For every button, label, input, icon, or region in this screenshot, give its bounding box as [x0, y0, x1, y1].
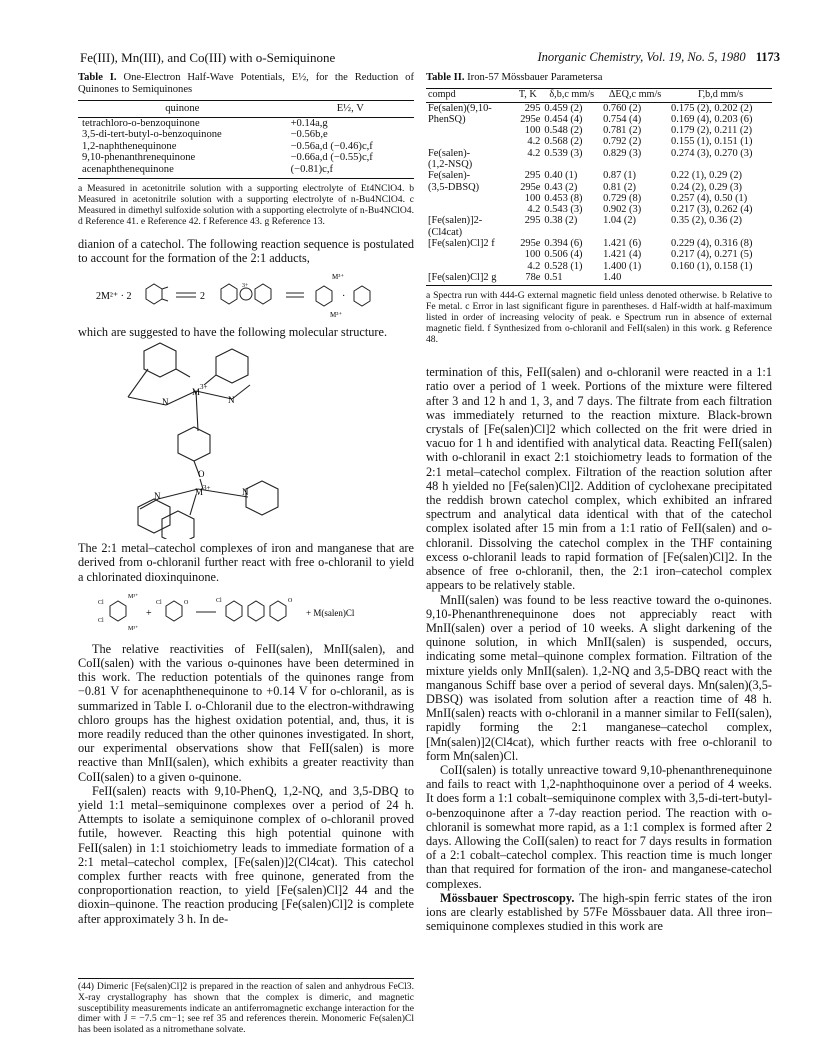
svg-text:M³⁺: M³⁺ [128, 625, 139, 632]
reaction-scheme-2 [96, 588, 396, 638]
quinone-cell: 3,5-di-tert-butyl-o-benzoquinone [82, 129, 222, 141]
table2-cell: 1.400 (1) [603, 260, 642, 272]
table1-label: Table I. [78, 72, 117, 83]
table2-cell: [Fe(salen)Cl]2 f [428, 238, 495, 250]
table2-cell: 0.829 (3) [603, 147, 642, 159]
table-row [426, 114, 772, 125]
table2-cell [669, 159, 772, 170]
svg-text:·: · [342, 290, 346, 302]
table-row [426, 159, 772, 170]
table-row [426, 215, 772, 226]
table2-cell [513, 159, 542, 170]
table2-cell: 0.729 (8) [603, 192, 642, 204]
table1-caption-text: One-Electron Half-Wave Potentials, E½, for the Reduction of Quinones to Semiquinones [78, 72, 414, 95]
table-row [426, 102, 772, 114]
table-row [426, 125, 772, 136]
svg-text:3+: 3+ [242, 282, 249, 289]
table2-cell [601, 159, 669, 170]
table2-header-cell: δ,b,c mm/s [542, 89, 601, 103]
svg-text:2: 2 [200, 290, 205, 302]
table2-cell: 295e [520, 238, 541, 250]
table2-cell: 0.175 (2), 0.202 (2) [671, 102, 753, 114]
table2-cell: 0.528 (1) [544, 260, 583, 272]
table1-caption [78, 72, 414, 96]
table2-cell: 0.394 (6) [544, 238, 583, 250]
table2-cell [542, 159, 601, 170]
table1-body [78, 117, 414, 178]
table2-cell: 0.506 (4) [544, 249, 583, 261]
svg-text:O: O [198, 469, 205, 480]
svg-text:M³⁺: M³⁺ [330, 310, 343, 319]
potential-cell: −0.66a,d (−0.55)c,f [290, 152, 373, 164]
table-row [426, 238, 772, 249]
table2-header-cell: compd [426, 89, 513, 103]
table2-cell: 0.781 (2) [603, 125, 642, 137]
running-header-journal [537, 50, 780, 65]
table-row [78, 129, 414, 141]
table2-cell [601, 227, 669, 238]
svg-text:O: O [288, 597, 293, 604]
svg-text:3+: 3+ [200, 383, 208, 392]
table2-cell: 4.2 [527, 260, 541, 272]
table2-header-cell: T, K [513, 89, 542, 103]
table-row [426, 148, 772, 159]
table2-cell: (Cl4cat) [428, 226, 463, 238]
table2-cell: 0.217 (4), 0.271 (5) [671, 249, 753, 261]
paragraph: which are suggested to have the following molecular structure. [78, 324, 388, 339]
page-number: 1173 [755, 50, 780, 64]
table1-header-quinone: quinone [78, 101, 287, 118]
table2-cell: 0.257 (4), 0.50 (1) [671, 192, 748, 204]
journal-citation: Inorganic Chemistry, Vol. 19, No. 5, 1980 [537, 50, 746, 64]
paragraph: CoII(salen) is totally unreactive toward 9,10-phenanthrenequinone and fails to react with 1,2-naphthoquinone over a period of 4 weeks. It does form a 1:1 cobalt–semiquinone complex with 3,5-di-tert-butyl-o-benzoquinone after a 7-day reaction period. The reaction with o-chloranil is somewhat more rapid, as a 1:1 complex is formed after 2 days. Allowing the CoII(salen) to react for 7 days results in formation of a 2:1 cobalt–catechol complex. This reaction time is much longer than that required for formation of the iron- and manganese-catechol complexes. [426, 762, 772, 891]
table2-cell: 0.22 (1), 0.29 (2) [671, 170, 743, 182]
svg-text:N: N [154, 491, 161, 502]
table2-label: Table II. [426, 72, 465, 83]
potential-cell: +0.14a,g [290, 117, 328, 129]
table2-cell: [Fe(salen)Cl]2 g [426, 272, 513, 286]
table2-caption [426, 72, 772, 84]
table2-cell [426, 261, 513, 272]
table2-cell: 0.87 (1) [603, 170, 636, 182]
svg-text:Cl: Cl [156, 599, 162, 606]
reaction-scheme-1 [96, 269, 396, 321]
table2-cell: (3,5-DBSQ) [428, 181, 480, 193]
table2-body [426, 102, 772, 286]
table2-cell [669, 272, 772, 286]
table2-cell: 0.160 (1), 0.158 (1) [671, 260, 753, 272]
footnote-rule [78, 978, 414, 979]
table2-cell: 0.568 (2) [544, 136, 583, 148]
table2-cell: 4.2 [527, 147, 541, 159]
table2-header-row [426, 89, 772, 103]
left-column [78, 72, 414, 926]
right-column [426, 72, 772, 933]
table1 [78, 100, 414, 179]
table2-cell [426, 125, 513, 136]
table2-cell: [Fe(salen)]2- [428, 215, 483, 227]
table2-cell: 0.548 (2) [544, 125, 583, 137]
paragraph: dianion of a catechol. The following reaction sequence is postulated to account for the formation of the 2:1 adducts, [78, 236, 414, 265]
svg-text:M: M [195, 487, 204, 498]
paragraph-text: The high-spin ferric states of the iron ions are clearly established by 57Fe Mössbauer data. All three iron–semiquinone complexes studied in this work are [426, 890, 772, 934]
quinone-cell: 1,2-naphthenequinone [82, 140, 177, 152]
table-row [426, 170, 772, 181]
table2-header-cell: Γ,b,d mm/s [669, 89, 772, 103]
table2-caption-text: Iron-57 Mössbauer Parametersa [467, 72, 603, 83]
svg-text:N: N [162, 397, 169, 408]
svg-text:+: + [146, 607, 152, 619]
table-row [426, 193, 772, 204]
table2-cell: 0.754 (4) [603, 113, 642, 125]
table2-cell: PhenSQ) [428, 113, 466, 125]
table-row [78, 141, 414, 153]
table2-cell: (1,2-NSQ) [428, 158, 473, 170]
table-row [426, 136, 772, 147]
table2-footnote: a Spectra run with 444-G external magnetic field unless denoted otherwise. b Relative to Fe metal. c Error in last significant figure in parentheses. d Half-width at half-maximum listed in order of increasing velocity of peak. e Spectrum run in absence of external magnetic field. f Synthesized from o-chloranil and FeII(salen) in this work. g Reference 48. [426, 290, 772, 346]
table-row [78, 152, 414, 164]
quinone-cell: tetrachloro-o-benzoquinone [82, 117, 200, 129]
table2-cell: 0.902 (3) [603, 204, 642, 216]
table2-cell: 0.459 (2) [544, 102, 583, 114]
svg-text:M: M [192, 387, 201, 398]
table2-cell: 0.454 (4) [544, 113, 583, 125]
table2-cell: 295e [520, 113, 541, 125]
table2-cell: 295e [520, 181, 541, 193]
table2-cell: Fe(salen)- [428, 170, 471, 182]
table2-cell: 1.40 [601, 272, 669, 286]
table2-cell: Fe(salen)- [428, 147, 471, 159]
table2-cell [426, 136, 513, 147]
table2-cell: 78e [513, 272, 542, 286]
table-row [426, 249, 772, 260]
table2-cell: 0.792 (2) [603, 136, 642, 148]
paragraph: FeII(salen) reacts with 9,10-PhenQ, 1,2-NQ, and 3,5-DBQ to yield 1:1 metal–semiquinone complexes over a period of 24 h. Attempts to isolate a semiquinone complex of o-chloranil proved futile, however. Reacting this high potential quinone with FeII(salen) in 1:1 stoichiometry leads to immediate formation of a 2:1 metal–catechol complex, [Fe(salen)]2(Cl4cat). This catechol complex further reacts with free quinone, generated from the conproportionation reaction, to yield [Fe(salen)Cl]2 44 and the dioxin–quinone. The reaction producing [Fe(salen)Cl]2 is complete after approximately 3 h. In de- [78, 783, 414, 926]
paragraph: The 2:1 metal–catechol complexes of iron and manganese that are derived from o-chloranil further react with free o-chloranil to yield a chlorinated dioxinquinone. [78, 541, 414, 584]
svg-text:Cl: Cl [98, 617, 104, 624]
paragraph: MnII(salen) was found to be less reactive toward the o-quinones. 9,10-Phenanthrenequinone does not appreciably react with MnII(salen) over a period of 10 weeks. A slight darkening of the quinone solution, in which MnII(salen) is suspended, occurs, indicating some metal–quinone complex formation. Filtration of the mixture yields only MnII(salen). 1,2-NQ and 3,5-DBQ react with the manganous Schiff base over a period of several days. Mn(salen)(3,5-DBSQ) was isolated from solution after a reaction time of 48 h. MnII(salen) reacts with o-chloranil in a manner similar to FeII(salen), rapidly forming the 2:1 manganese–catechol complex, [Mn(salen)]2(Cl4cat), which further reacts with free o-chloranil to form Mn(salen)Cl. [426, 592, 772, 763]
table2-cell: 100 [524, 125, 541, 137]
table-row [426, 204, 772, 215]
table2-header-cell: ΔEQ,c mm/s [601, 89, 669, 103]
dimer-structure-drawing [78, 339, 414, 539]
table2-cell: 0.24 (2), 0.29 (3) [671, 181, 743, 193]
running-header-title: Fe(III), Mn(III), and Co(III) with o-Semiquinone [80, 50, 336, 65]
table2-cell: 0.217 (3), 0.262 (4) [671, 204, 753, 216]
table2-cell [542, 227, 601, 238]
scheme2-product-label: + M(salen)Cl [306, 607, 355, 618]
potential-cell: (−0.81)c,f [287, 164, 414, 178]
table-row [426, 182, 772, 193]
section-heading: Mössbauer Spectroscopy. [440, 890, 575, 905]
table2-cell: 295 [524, 170, 541, 182]
table2-cell: 0.35 (2), 0.36 (2) [671, 215, 743, 227]
table-row [426, 261, 772, 272]
svg-text:Cl: Cl [216, 597, 222, 604]
svg-text:N: N [242, 487, 249, 498]
table2-cell [426, 193, 513, 204]
paragraph: The relative reactivities of FeII(salen), MnII(salen), and CoII(salen) with the various o-quinones have been determined in this work. The reduction potentials of the quinones range from −0.81 V for acenaphthenequinone to +0.14 V for o-chloranil, as is summarized in Table I. o-Chloranil due to the electron-withdrawing chloro groups has the highest oxidation potential, and, thus, it is more readily reduced than the other quinones investigated. In short, our experimental observations show that FeII(salen) is more reactive than MnII(salen), which exhibits a greater reactivity than CoII(salen) to a given o-quinone. [78, 641, 414, 784]
table2-cell: 295 [524, 215, 541, 227]
potential-cell: −0.56a,d (−0.46)c,f [290, 140, 373, 152]
table2-cell: 0.543 (3) [544, 204, 583, 216]
table2-cell: 0.51 [542, 272, 601, 286]
svg-text:2M²⁺ · 2: 2M²⁺ · 2 [96, 290, 132, 302]
quinone-cell: acenaphthenequinone [78, 164, 287, 178]
svg-text:M³⁺: M³⁺ [332, 272, 345, 281]
table2-cell [426, 204, 513, 215]
table2-cell: 4.2 [527, 204, 541, 216]
svg-text:3+: 3+ [203, 484, 211, 493]
quinone-cell: 9,10-phenanthrenequinone [82, 152, 196, 164]
table2-cell: 295 [524, 102, 541, 114]
table2-cell: 0.169 (4), 0.203 (6) [671, 113, 753, 125]
table2 [426, 88, 772, 286]
table2-cell: 4.2 [527, 136, 541, 148]
table2-cell: 0.38 (2) [544, 215, 578, 227]
table1-footnote: a Measured in acetonitrile solution with a supporting electrolyte of Et4NClO4. b Measured in acetonitrile solution with a supporting electrolyte of n-Bu4NClO4. c Measured in dimethyl sulfoxide solution with a supporting electrolyte of n-Bu4NClO4. d Reference 41. e Reference 42. f Reference 43. g Reference 13. [78, 182, 414, 227]
table2-cell: 100 [524, 192, 541, 204]
table2-cell: 0.179 (2), 0.211 (2) [671, 125, 753, 137]
svg-text:N: N [228, 395, 235, 406]
table2-cell: 0.539 (3) [544, 147, 583, 159]
table2-cell: 0.760 (2) [603, 102, 642, 114]
table2-cell [513, 227, 542, 238]
svg-text:Cl: Cl [98, 599, 104, 606]
table1-header-e: E½, V [287, 101, 414, 118]
table2-cell: 1.421 (4) [603, 249, 642, 261]
paragraph [426, 891, 772, 934]
table2-cell: 0.453 (8) [544, 192, 583, 204]
table2-cell: 100 [524, 249, 541, 261]
paragraph: termination of this, FeII(salen) and o-chloranil were reacted in a 1:1 ratio over a period of 1 week. Portions of the mixture were filtered after 3 and 12 h and 1, 3, and 7 days. The filtrate from each filtration was immediately returned to the reaction mixture. Black-brown crystals of [Fe(salen)Cl]2 which collected on the frit were dried in vacuo for 1 h and identified with analytical data. Reacting FeII(salen) with o-chloranil in exact 2:1 stoichiometry leads to formation of the 2:1 metal–catechol complex. Filtration of the reaction solution after 48 h yielded no [Fe(salen)Cl]2. Addition of cyclohexane precipitated the reddish brown catechol complex, which exhibited an infrared spectrum and analytical data identical with that of the catechol complex isolated after 15 min from a 1:1 ratio of FeII(salen) and o-chloranil. Dissolving the catechol complex in the THF containing excess o-chloranil leads to rapid formation of [Fe(salen)Cl]2. In the absence of free o-chloranil, then, the 2:1 iron–catechol complex appears to be relatively stable. [426, 365, 772, 593]
table2-cell: Fe(salen)(9,10- [428, 102, 492, 114]
table2-cell: 0.229 (4), 0.316 (8) [671, 238, 753, 250]
table-row [78, 117, 414, 129]
table2-cell: 0.274 (3), 0.270 (3) [671, 147, 753, 159]
table2-cell: 1.421 (6) [603, 238, 642, 250]
table2-cell: 0.43 (2) [544, 181, 578, 193]
table2-cell [669, 227, 772, 238]
potential-cell: −0.56b,e [290, 129, 328, 141]
table2-cell: 0.40 (1) [544, 170, 578, 182]
svg-text:O: O [184, 599, 189, 606]
table2-cell: 0.155 (1), 0.151 (1) [671, 136, 753, 148]
table-row [426, 227, 772, 238]
table-row [426, 272, 772, 286]
footnote-44 [78, 978, 414, 1036]
table2-cell: 0.81 (2) [603, 181, 636, 193]
table2-cell [426, 249, 513, 260]
table-row [78, 164, 414, 178]
footnote-44-text: (44) Dimeric [Fe(salen)Cl]2 is prepared in the reaction of salen and anhydrous FeCl3. X-ray crystallography has shown that the complex is dimeric, and magnetic susceptibility measurements indicate an antiferromagnetic exchange interaction for the dimer with J = −7.5 cm−1; see ref 35 and references therein. Monomeric Fe(salen)Cl has been isolated as a nitromethane solvate. [78, 981, 414, 1036]
table2-cell: 1.04 (2) [603, 215, 636, 227]
svg-text:M³⁺: M³⁺ [128, 593, 139, 600]
